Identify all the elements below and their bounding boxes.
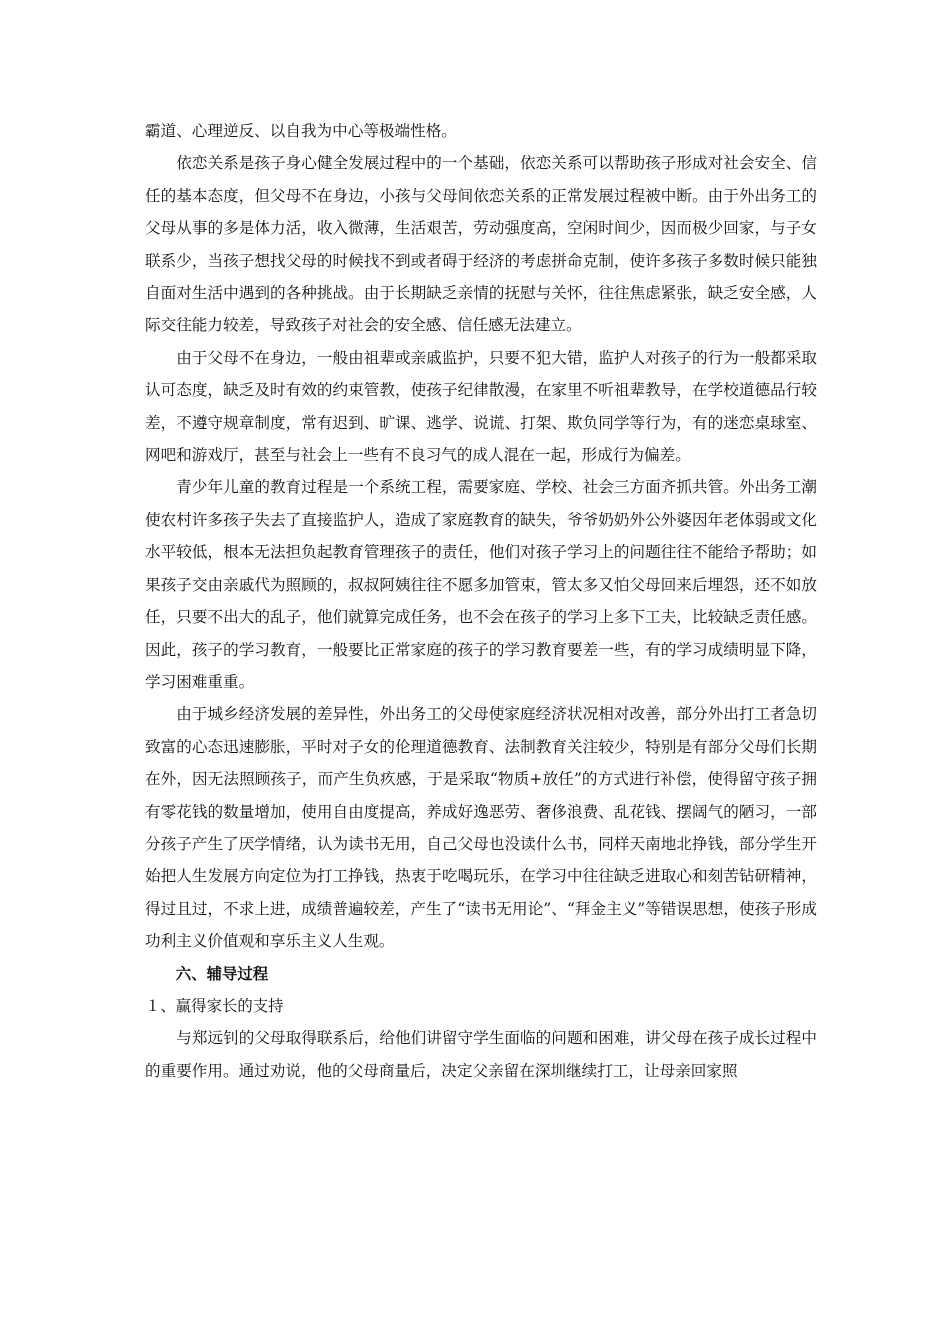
document-body [145,115,817,1087]
paragraph-education: 青少年儿童的教育过程是一个系统工程，需要家庭、学校、社会三方面齐抓共管。外出务工潮使农村许多孩子失去了直接监护人，造成了家庭教育的缺失，爷爷奶奶外公外婆因年老体弱或文化水平较低，根本无法担负起教育管理孩子的责任，他们对孩子学习上的问题往往不能给予帮助；如果孩子交由亲戚代为照顾的，叔叔阿姨往往不愿多加管束，管太多又怕父母回来后埋怨，还不如放任，只要不出大的乱子，他们就算完成任务，也不会在孩子的学习上多下工夫，比较缺乏责任感。因此，孩子的学习教育，一般要比正常家庭的孩子的学习教育要差一些，有的学习成绩明显下降，学习困难重重。 [145,478,817,691]
section-heading: 六、辅导过程 [175,964,269,983]
paragraph-parent-support: 与郑远钊的父母取得联系后，给他们讲留守学生面临的问题和困难，讲父母在孩子成长过程中的重要作用。通过劝说，他的父母商量后，决定父亲留在深圳继续打工，让母亲回家照 [145,1029,817,1080]
subsection-heading: １、赢得家长的支持 [145,996,284,1015]
paragraph-attachment: 依恋关系是孩子身心健全发展过程中的一个基础，依恋关系可以帮助孩子形成对社会安全、信任的基本态度，但父母不在身边，小孩与父母间依恋关系的正常发展过程被中断。由于外出务工的父母从事的多是体力活，收入微薄，生活艰苦，劳动强度高，空闲时间少，因而极少回家，与子女联系少，当孩子想找父母的时候找不到或者碍于经济的考虑拼命克制，使许多孩子多数时候只能独自面对生活中遇到的各种挑战。由于长期缺乏亲情的抚慰与关怀，往往焦虑紧张，缺乏安全感，人际交往能力较差，导致孩子对社会的安全感、信任感无法建立。 [145,154,817,335]
paragraph-economics: 由于城乡经济发展的差异性，外出务工的父母使家庭经济状况相对改善，部分外出打工者急切致富的心态迅速膨胀，平时对子女的伦理道德教育、法制教育关注较少，特别是有部分父母们长期在外，因无法照顾孩子，而产生负疚感，于是采取“物质+放任”的方式进行补偿，使得留守孩子拥有零花钱的数量增加，使用自由度提高，养成好逸恶劳、奢侈浪费、乱花钱、摆阔气的陋习，一部分孩子产生了厌学情绪，认为读书无用，自己父母也没读什么书，同样天南地北挣钱，部分学生开始把人生发展方向定位为打工挣钱，热衷于吃喝玩乐，在学习中往往缺乏进取心和刻苦钻研精神，得过且过，不求上进，成绩普遍较差，产生了“读书无用论”、“拜金主义”等错误思想，使孩子形成功利主义价值观和享乐主义人生观。 [145,705,817,951]
paragraph-guardianship: 由于父母不在身边，一般由祖辈或亲戚监护，只要不犯大错，监护人对孩子的行为一般都采取认可态度，缺乏及时有效的约束管教，使孩子纪律散漫，在家里不听祖辈教导，在学校道德品行较差，不遵守规章制度，常有迟到、旷课、逃学、说谎、打架、欺负同学等行为，有的迷恋桌球室、网吧和游戏厅，甚至与社会上一些有不良习气的成人混在一起，形成行为偏差。 [145,348,817,465]
paragraph-continuation: 霸道、心理逆反、以自我为中心等极端性格。 [145,122,457,140]
